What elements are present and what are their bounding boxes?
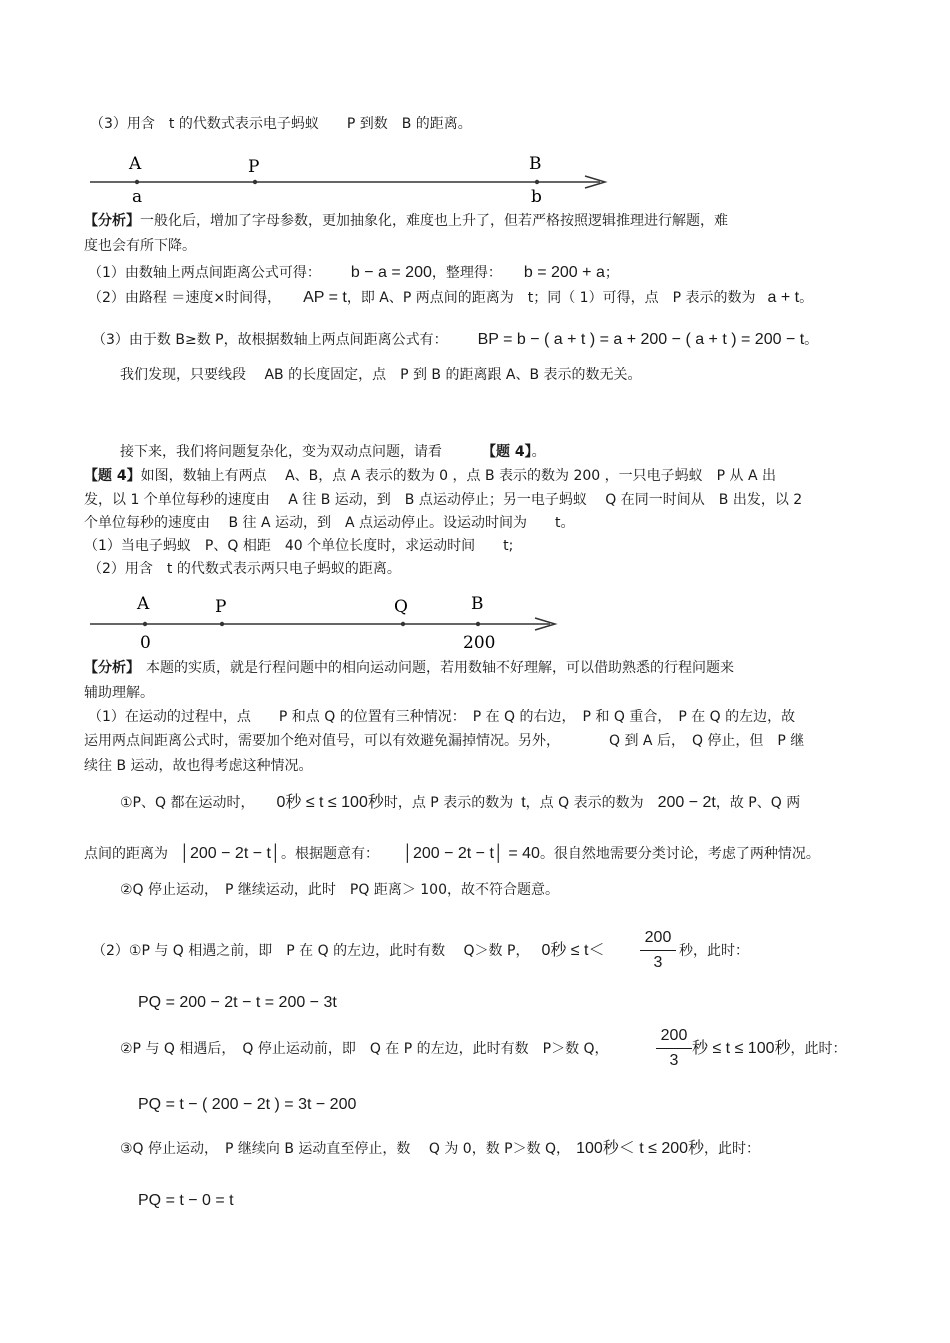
analysis-3-line-2: 度也会有所下降。 [84, 238, 196, 254]
problem-4-line-2: 发，以 1 个单位每秒的速度由 A 往 B 运动，到 B 点运动停止；另一电子蚂蚁 Q 在同一时间从 B 出发，以 2 [84, 492, 803, 508]
problem-4-line-3: 个单位每秒的速度由 B 往 A 运动，到 A 点运动停止。设运动时间为 t。 [84, 515, 575, 531]
equation-case-1: PQ = 200 − 2t − t = 200 − 3t [138, 994, 337, 1011]
point-a-label: A [137, 594, 150, 614]
point-p-label: P [215, 597, 227, 617]
analysis-4-line-1: 【分析】 本题的实质，就是行程问题中的相向运动问题，若用数轴不好理解，可以借助熟悉的行程问题来 [84, 660, 734, 676]
problem-4-question-2: （2）用含 t 的代数式表示两只电子蚂蚁的距离。 [88, 561, 401, 577]
part-2-case-2-suffix: 秒 ≤ t ≤ 100秒，此时： [692, 1040, 847, 1057]
problem-4-line-1: 【题 4】如图，数轴上有两点 A、B，点 A 表示的数为 0 ，点 B 表示的数为 200 ，一只电子蚂蚁 P 从 A 出 [84, 468, 777, 484]
point-q-label: Q [394, 597, 408, 617]
value-200-label: 200 [463, 633, 496, 653]
solution-3-step-3: （3）由于数 B≥数 P，故根据数轴上两点间距离公式有： BP = b − ( a + t ) = a + 200 − ( a + t ) = 200 − t。 [92, 331, 819, 348]
analysis-4-line-2: 辅助理解。 [84, 685, 154, 701]
question-3-part-3: （3）用含 t 的代数式表示电子蚂蚁 P 到数 B 的距离。 [90, 116, 472, 132]
problem-4-label: 【题 4】 [84, 468, 141, 484]
analysis-3-line-1: 【分析】一般化后，增加了字母参数，更加抽象化，难度也上升了，但若严格按照逻辑推理进行解题，难 [84, 213, 728, 229]
number-line-ab [85, 150, 625, 206]
part-2-case-2: ②P 与 Q 相遇后， Q 停止运动前，即 Q 在 P 的左边，此时有数 P＞数 Q， [120, 1041, 609, 1057]
intro-problem-4: 接下来，我们将问题复杂化，变为双动点问题，请看 【题 4】。 [120, 444, 546, 460]
fraction-200-over-3: 200 3 [656, 1027, 692, 1070]
number-line-pq [85, 590, 575, 656]
case-1-line-1: ①P、Q 都在运动时， 0秒 ≤ t ≤ 100秒时，点 P 表示的数为 t，点 Q 表示的数为 200 − 2t，故 P、Q 两 [120, 794, 801, 811]
conclusion-3: 我们发现，只要线段 AB 的长度固定，点 P 到 B 的距离跟 A、B 表示的数无关。 [120, 367, 642, 383]
analysis-4-part-1-line-3: 续往 B 运动，故也得考虑这种情况。 [84, 758, 313, 774]
point-b-label: B [529, 154, 542, 174]
solution-3-step-2: （2）由路程 ＝速度×时间得， AP = t，即 A、P 两点间的距离为 t；同（ 1）可得，点 P 表示的数为 a + t。 [88, 289, 814, 306]
case-1-line-2: 点间的距离为 │200 − 2t − t│。根据题意有： │200 − 2t − t│ = 40。很自然地需要分类讨论，考虑了两种情况。 [84, 845, 820, 862]
value-b-label: b [531, 187, 542, 206]
part-2-case-1-suffix: 秒，此时： [679, 943, 749, 959]
point-a-label: A [129, 154, 142, 174]
case-2: ②Q 停止运动， P 继续运动，此时 PQ 距离＞ 100，故不符合题意。 [120, 882, 559, 898]
problem-4-question-1: （1）当电子蚂蚁 P、Q 相距 40 个单位长度时，求运动时间 t; [84, 538, 514, 554]
fraction-200-over-3: 200 3 [640, 929, 676, 972]
analysis-label: 【分析】 [84, 660, 140, 676]
part-2-case-1: （2）①P 与 Q 相遇之前，即 P 在 Q 的左边，此时有数 Q＞数 P， 0秒 ≤ t＜ [92, 942, 605, 959]
analysis-4-part-1-line-1: （1）在运动的过程中，点 P 和点 Q 的位置有三种情况： P 在 Q 的右边， P 和 Q 重合， P 在 Q 的左边，故 [88, 709, 796, 725]
point-b-label: B [471, 594, 484, 614]
solution-3-step-1: （1）由数轴上两点间距离公式可得： b − a = 200，整理得： b = 200 + a； [88, 264, 619, 281]
analysis-4-part-1-line-2: 运用两点间距离公式时，需要加个绝对值号，可以有效避免漏掉情况。另外， Q 到 A 后， Q 停止，但 P 继 [84, 733, 805, 749]
point-p-label: P [248, 157, 260, 177]
part-2-case-3: ③Q 停止运动， P 继续向 B 运动直至停止，数 Q 为 0，数 P＞数 Q， 100秒＜ t ≤ 200秒，此时： [120, 1140, 761, 1157]
equation-case-3: PQ = t − 0 = t [138, 1192, 234, 1209]
analysis-label: 【分析】 [84, 213, 140, 229]
equation-case-2: PQ = t − ( 200 − 2t ) = 3t − 200 [138, 1096, 357, 1113]
value-zero-label: 0 [140, 633, 151, 653]
value-a-label: a [132, 187, 143, 206]
